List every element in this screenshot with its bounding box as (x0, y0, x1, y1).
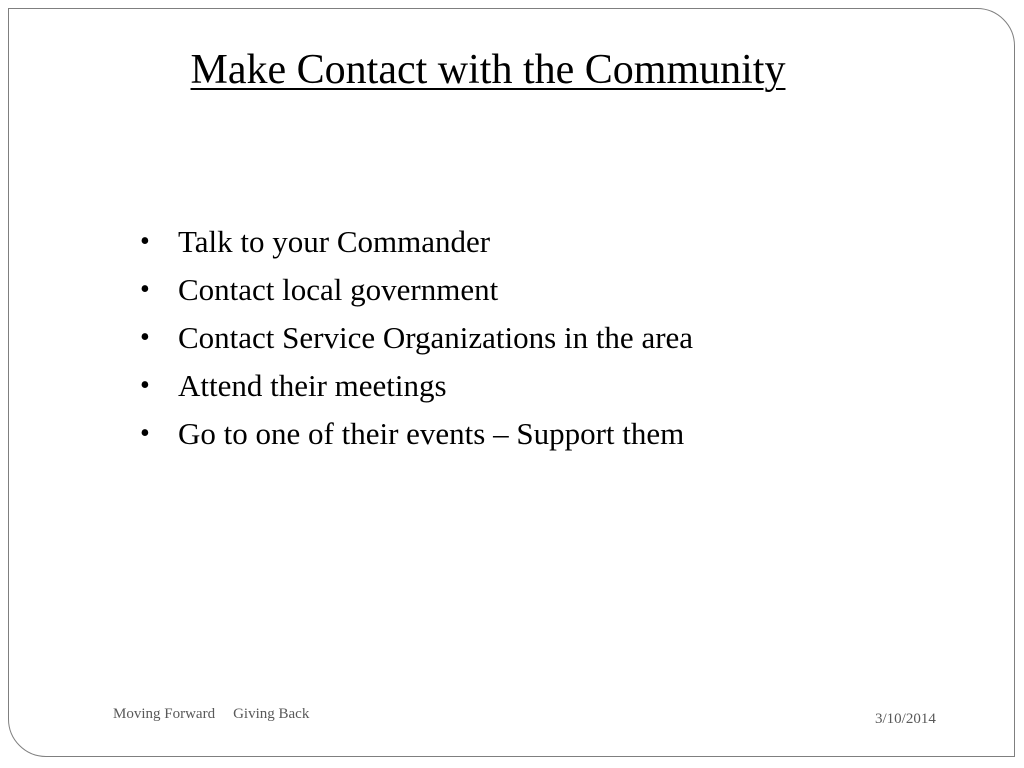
bullet-item (140, 410, 693, 458)
bullet-icon: • (140, 274, 150, 305)
footer-text-part2: Giving Back (233, 706, 310, 722)
bullet-text: Contact Service Organizations in the area (178, 320, 694, 355)
bullet-item (140, 314, 693, 362)
slide-title: Make Contact with the Community (190, 47, 786, 93)
bullet-item (140, 218, 693, 266)
footer-text-part1: Moving Forward (113, 706, 216, 722)
bullet-text: Talk to your Commander (178, 224, 491, 259)
bullet-item (140, 266, 693, 314)
bullet-text: Go to one of their events – Support them (178, 416, 685, 451)
bullet-text: Contact local government (178, 272, 499, 307)
bullet-item (140, 362, 693, 410)
footer-text (113, 706, 309, 723)
footer-date: 3/10/2014 (875, 711, 936, 727)
bullet-icon: • (140, 322, 150, 353)
bullet-list (140, 218, 693, 458)
bullet-icon: • (140, 226, 150, 257)
bullet-text: Attend their meetings (178, 368, 447, 403)
bullet-icon: • (140, 418, 150, 449)
bullet-icon: • (140, 370, 150, 401)
